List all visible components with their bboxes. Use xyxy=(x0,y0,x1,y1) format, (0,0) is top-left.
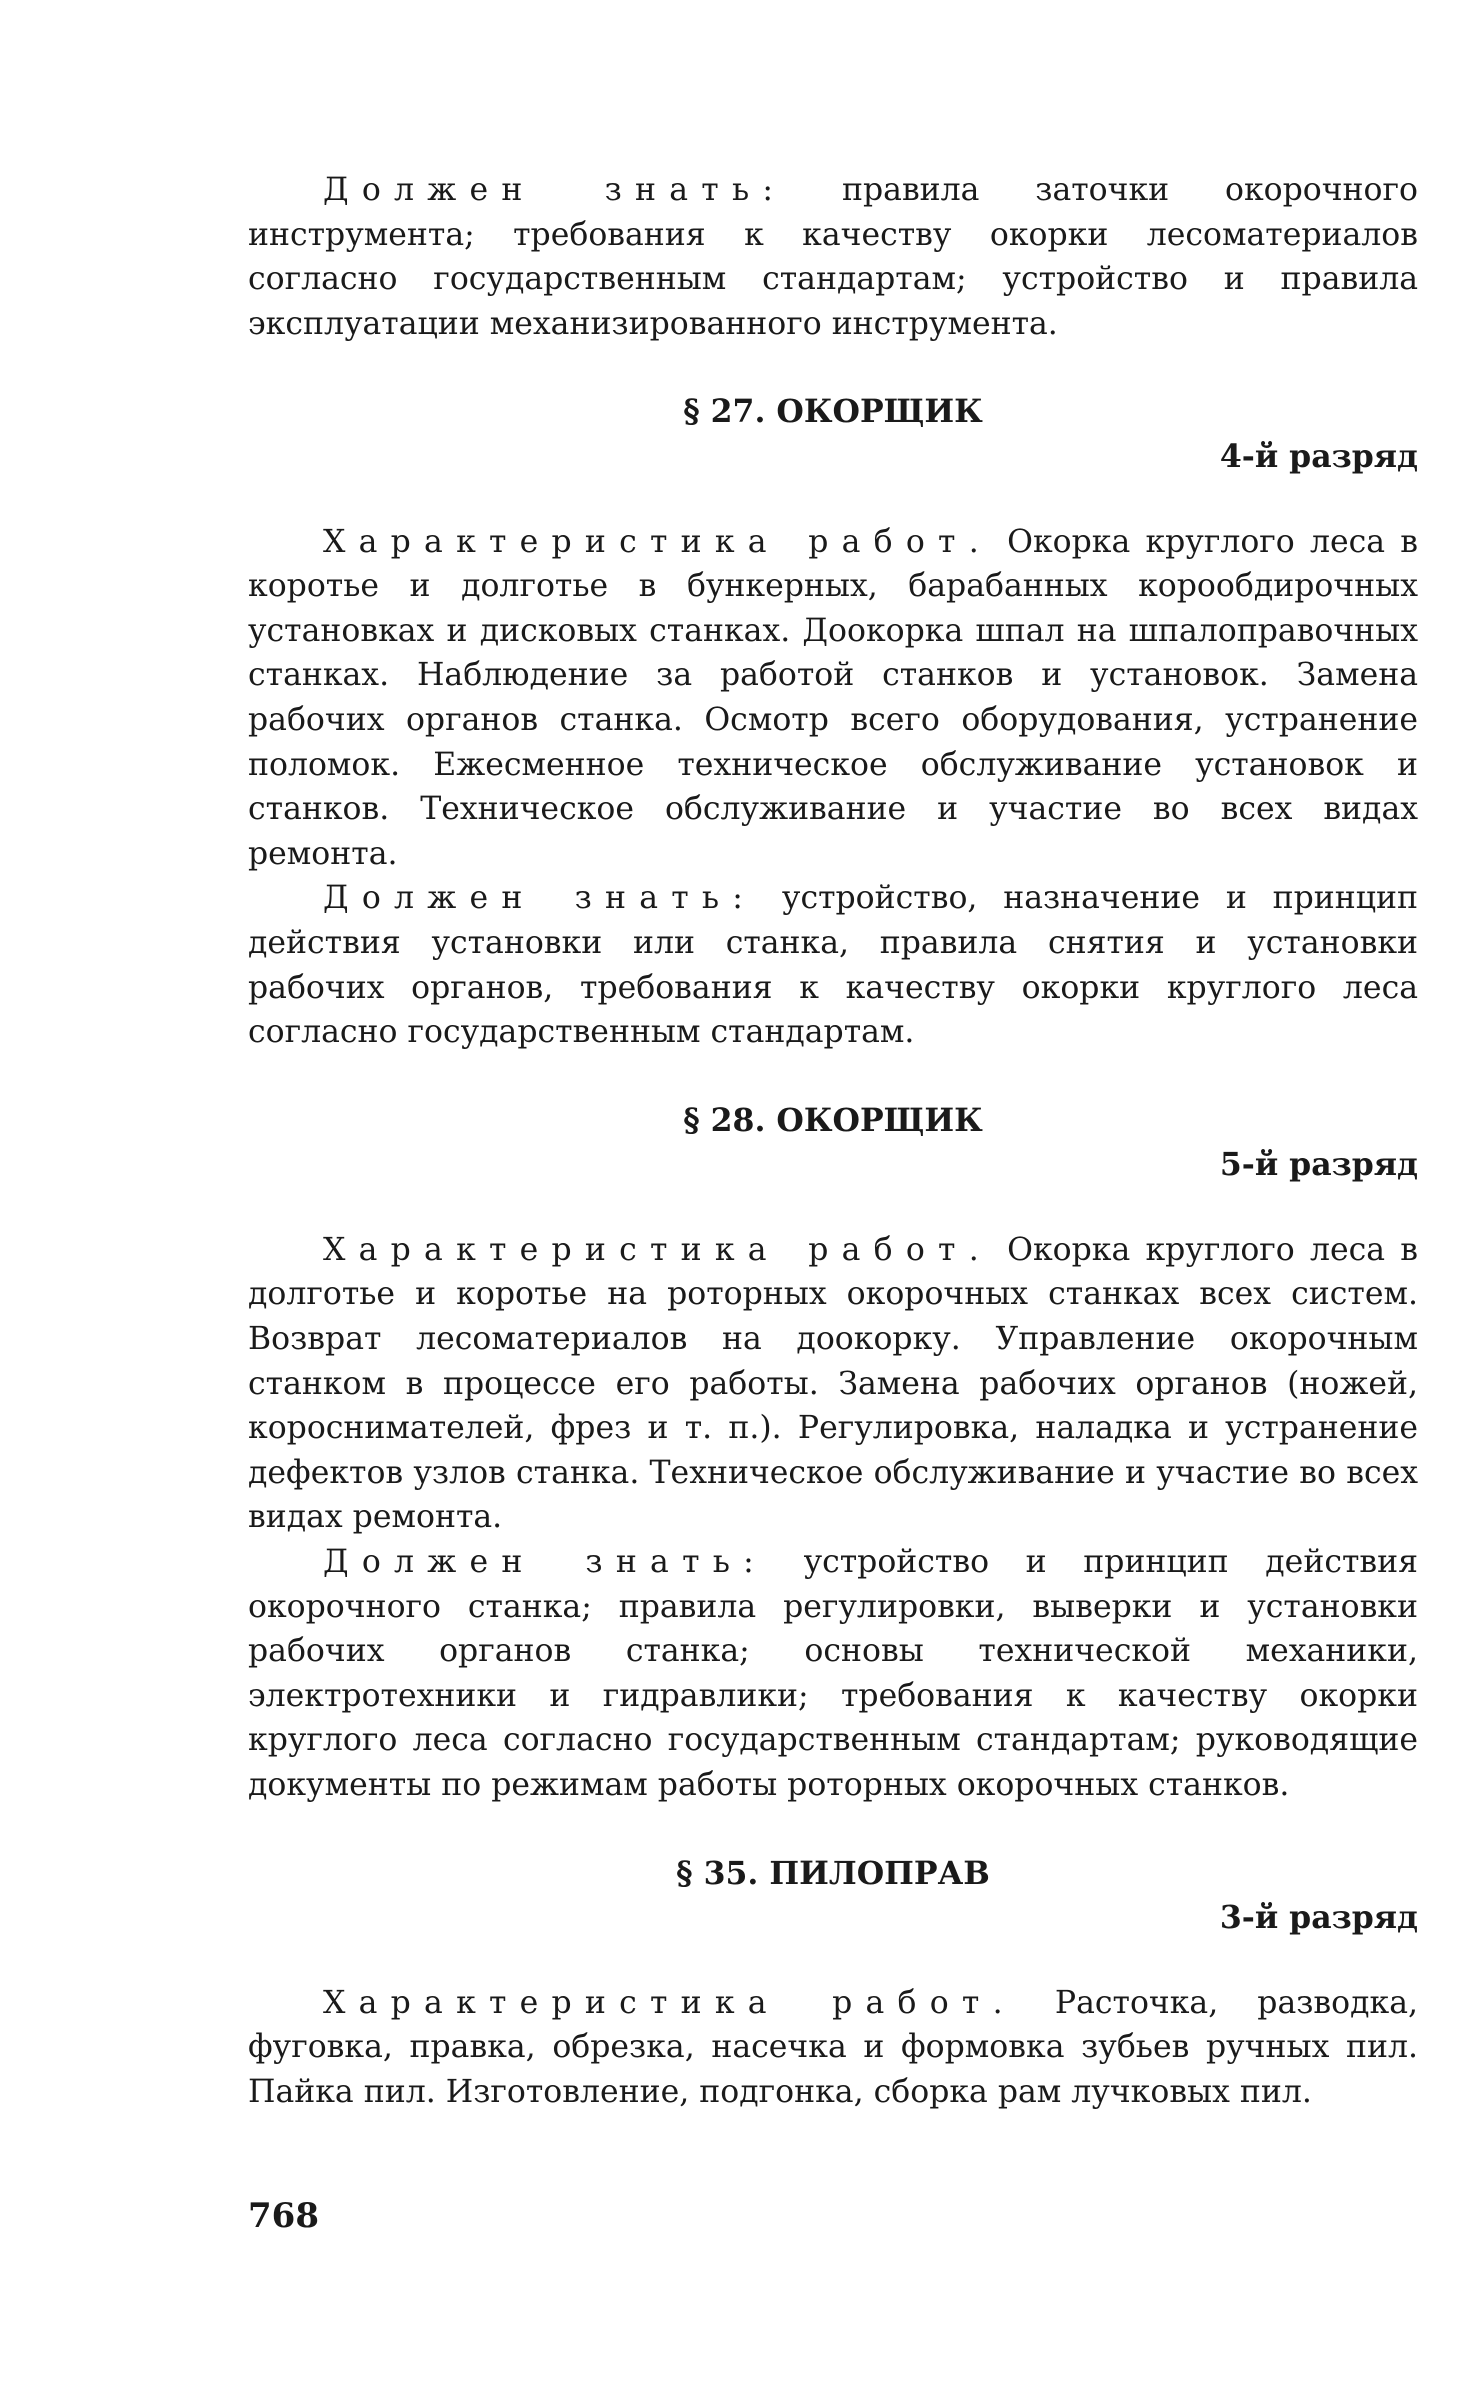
section-35-rank: 3-й разряд xyxy=(1219,1899,1418,1937)
section-27-rank: 4-й разряд xyxy=(1219,437,1418,475)
must-know-text: правила заточки окорочного инструмента; требования к качеству окорки лесоматериалов согласно государственным стандартам; устройство и правила эксплуатации механизированного инструмента. xyxy=(248,172,1418,342)
characteristics-text: Окорка круглого леса в долготье и коротье на роторных окорочных станках всех систем. Возврат лесоматериалов на доокорку. Управление окорочным станком в процессе его работы. Замена рабочих органов (ножей, короснимателей, фрез и т. п.). Регулировка, наладка и устранение дефектов узлов станка. Техническое обслуживание и участие во всех видах ремонта. xyxy=(248,1231,1418,1536)
characteristics-lead: Характеристика работ. xyxy=(323,1984,1016,2021)
must-know-lead: Должен знать: xyxy=(323,172,787,208)
section-28-title: § 28. ОКОРЩИК xyxy=(683,1101,983,1139)
characteristics-text: Расточка, разводка, фуговка, правка, обрезка, насечка и формовка зубьев ручных пил. Пайка пил. Изготовление, подгонка, сборка рам лучковых пил. xyxy=(248,1984,1418,2110)
characteristics-text: Окорка круглого леса в коротье и долготье в бункерных, барабанных корообдирочных установках и дисковых станках. Доокорка шпал на шпалоправочных станках. Наблюдение за работой станков и установок. Замена рабочих органов станка. Осмотр всего оборудования, устранение поломок. Ежесменное техническое обслуживание установок и станков. Техническое обслуживание и участие во всех видах ремонта. xyxy=(248,523,1418,872)
must-know-lead: Должен знать: xyxy=(323,1544,767,1581)
section-27-characteristics xyxy=(248,520,1418,877)
section-28-characteristics xyxy=(248,1228,1418,1540)
section-28-rank: 5-й разряд xyxy=(1219,1146,1418,1184)
characteristics-lead: Характеристика работ. xyxy=(323,1231,992,1268)
section-35-characteristics xyxy=(248,1981,1418,2115)
must-know-text: устройство и принцип действия окорочного станка; правила регулировки, выверки и установки рабочих органов станка; основы технической механики, электротехники и гидравлики; требования к качеству окорки круглого леса согласно государственным стандартам; руководящие документы по режимам работы роторных окорочных станков. xyxy=(248,1544,1418,1803)
section-27-title: § 27. ОКОРЩИК xyxy=(683,393,983,431)
section-28-must-know xyxy=(248,1540,1418,1808)
section-35-title: § 35. ПИЛОПРАВ xyxy=(676,1854,990,1892)
must-know-lead: Должен знать: xyxy=(323,880,757,917)
must-know-text: устройство, назначение и принцип действия установки или станка, правила снятия и установки рабочих органов, требования к качеству окорки круглого леса согласно государственным стандартам. xyxy=(248,880,1418,1051)
opening-paragraph xyxy=(248,168,1418,346)
characteristics-lead: Характеристика работ. xyxy=(323,523,992,560)
section-27-must-know xyxy=(248,876,1418,1054)
document-page xyxy=(248,168,1418,2115)
page-number: 768 xyxy=(248,2196,319,2236)
